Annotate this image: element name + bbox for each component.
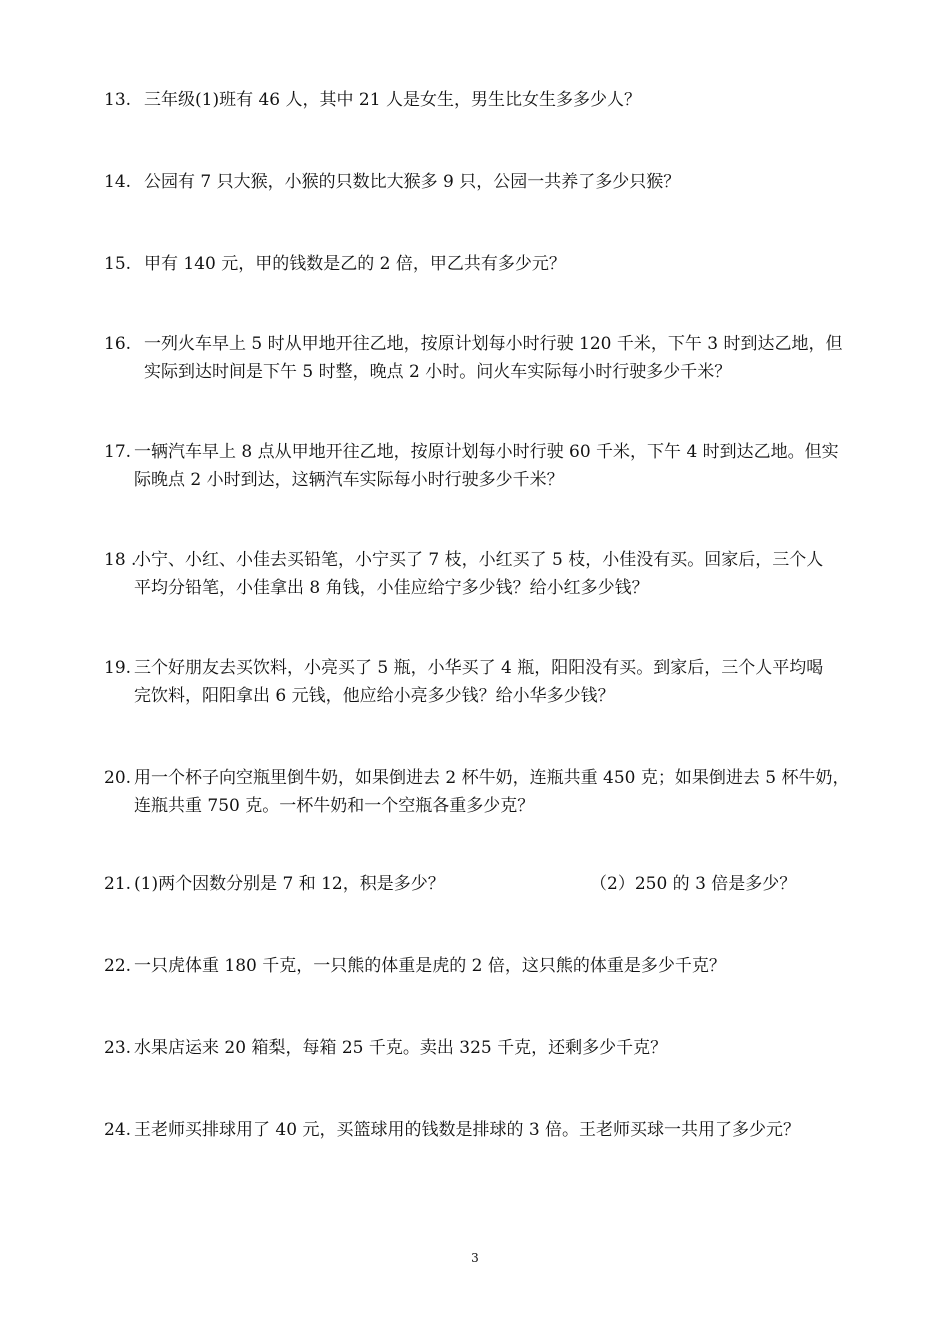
problem-text: 王老师买排球用了 40 元，买篮球用的钱数是排球的 3 倍。王老师买球一共用了多少元？ — [134, 1120, 801, 1140]
problem-text: 三个好朋友去买饮料，小亮买了 5 瓶，小华买了 4 瓶，阳阳没有买。到家后，三个人平均喝 — [134, 658, 824, 678]
problem-21 — [104, 870, 445, 898]
problem-number: 20. — [104, 768, 132, 788]
problem-15 — [104, 250, 566, 278]
problem-text: 小宁、小红、小佳去买铅笔，小宁买了 7 枝，小红买了 5 枝，小佳没有买。回家后，三个人 — [134, 550, 824, 570]
problem-number: 16. — [104, 334, 132, 354]
problem-17 — [104, 438, 839, 494]
problem-23 — [104, 1034, 667, 1062]
problem-text: 用一个杯子向空瓶里倒牛奶，如果倒进去 2 杯牛奶，连瓶共重 450 克；如果倒进去 5 杯牛奶， — [134, 768, 850, 788]
problem-text: （2）250 的 3 倍是多少？ — [590, 874, 797, 894]
problem-number: 24. — [104, 1120, 132, 1140]
problem-22 — [104, 952, 726, 980]
problem-24 — [104, 1116, 800, 1144]
problem-number: 21. — [104, 874, 132, 894]
problem-text: 一辆汽车早上 8 点从甲地开往乙地，按原计划每小时行驶 60 千米，下午 4 时到达乙地。但实 — [134, 442, 839, 462]
problem-20 — [104, 764, 850, 820]
problem-text: (1)两个因数分别是 7 和 12，积是多少？ — [134, 874, 445, 894]
problem-number: 14. — [104, 172, 132, 192]
page-number: 3 — [471, 1251, 479, 1265]
problem-text: 公园有 7 只大猴，小猴的只数比大猴多 9 只，公园一共养了多少只猴？ — [144, 172, 681, 192]
problem-text-continued: 实际到达时间是下午 5 时整，晚点 2 小时。问火车实际每小时行驶多少千米？ — [144, 362, 732, 382]
problem-number: 17. — [104, 442, 132, 462]
problem-text-continued: 连瓶共重 750 克。一杯牛奶和一个空瓶各重多少克？ — [134, 796, 535, 816]
problem-number: 22. — [104, 956, 132, 976]
problem-number: 18 . — [104, 550, 137, 570]
problem-text-continued: 平均分铅笔，小佳拿出 8 角钱，小佳应给宁多少钱？给小红多少钱？ — [134, 578, 649, 598]
problem-number: 15. — [104, 254, 132, 274]
problem-number: 19. — [104, 658, 132, 678]
problem-text: 一只虎体重 180 千克，一只熊的体重是虎的 2 倍，这只熊的体重是多少千克？ — [134, 956, 726, 976]
problem-18 — [104, 546, 823, 602]
problem-number: 23. — [104, 1038, 132, 1058]
problem-text-continued: 际晚点 2 小时到达，这辆汽车实际每小时行驶多少千米？ — [134, 470, 564, 490]
problem-16 — [104, 330, 843, 386]
problem-text: 水果店运来 20 箱梨，每箱 25 千克。卖出 325 千克，还剩多少千克？ — [134, 1038, 668, 1058]
problem-13 — [104, 86, 641, 114]
problem-text: 甲有 140 元，甲的钱数是乙的 2 倍，甲乙共有多少元？ — [144, 254, 566, 274]
problem-text: 一列火车早上 5 时从甲地开往乙地，按原计划每小时行驶 120 千米，下午 3 时到达乙地，但 — [144, 334, 843, 354]
problem-text: 三年级(1)班有 46 人，其中 21 人是女生，男生比女生多多少人？ — [144, 90, 641, 110]
problem-19 — [104, 654, 823, 710]
problem-number: 13. — [104, 90, 132, 110]
problem-text-continued: 完饮料，阳阳拿出 6 元钱，他应给小亮多少钱？给小华多少钱？ — [134, 686, 615, 706]
problem-14 — [104, 168, 680, 196]
problem-21-part-2 — [590, 870, 796, 898]
